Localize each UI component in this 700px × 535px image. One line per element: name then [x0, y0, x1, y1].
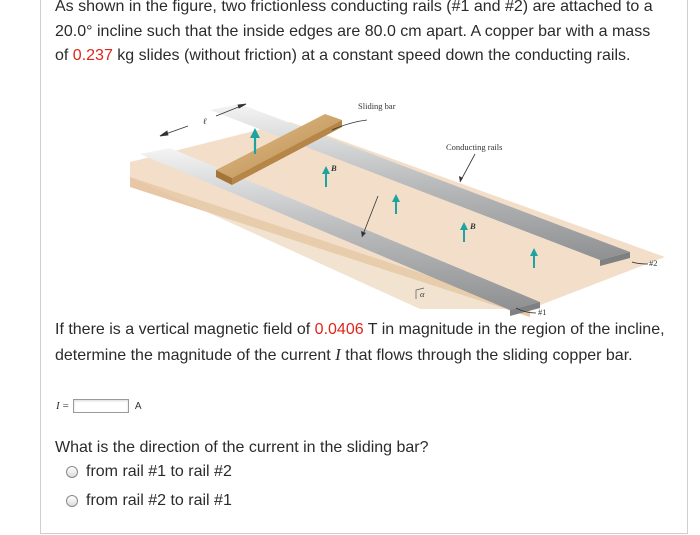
radio-button[interactable] — [66, 495, 78, 507]
length-label: ℓ — [203, 116, 207, 126]
current-symbol: I — [335, 344, 341, 364]
angle-label: α — [420, 289, 425, 299]
question-statement — [55, 318, 665, 368]
field-label-1: B — [331, 163, 337, 173]
question-text: If there is a vertical magnetic field of — [55, 321, 315, 338]
incline-figure — [120, 92, 670, 317]
problem-statement — [55, 0, 665, 69]
option-label: from rail #1 to rail #2 — [86, 463, 232, 480]
direction-option-2-to-1[interactable] — [66, 492, 232, 510]
answer-unit: A — [134, 400, 142, 412]
direction-question: What is the direction of the current in the sliding bar? — [55, 439, 429, 456]
option-label: from rail #2 to rail #1 — [86, 492, 232, 509]
answer-symbol: I — [56, 400, 60, 412]
rail-2-label: #2 — [649, 258, 658, 268]
rail-1-label: #1 — [538, 307, 547, 317]
field-label-2: B — [470, 221, 476, 231]
current-answer-input[interactable] — [73, 399, 129, 413]
conducting-rails-label: Conducting rails — [446, 142, 503, 152]
mass-value: 0.237 — [72, 47, 113, 64]
radio-button[interactable] — [66, 466, 78, 478]
question-text-mid: T in magnitude in the region of the incline, determine the magnitude of the current — [55, 321, 665, 364]
intro-text-end: kg slides (without friction) at a constant speed down the conducting rails. — [112, 47, 631, 64]
question-text-end: that flows through the sliding copper bar. — [340, 346, 633, 364]
field-value: 0.0406 — [314, 321, 364, 338]
sliding-bar-label: Sliding bar — [358, 101, 396, 111]
current-answer-row — [56, 396, 142, 416]
direction-option-1-to-2[interactable] — [66, 463, 232, 481]
answer-equals: = — [62, 400, 69, 412]
intro-text: As shown in the figure, two frictionless conducting rails (#1 and #2) are attached to a 20.0° incline such that the inside edges are 80.0 cm apart. A copper bar with a mass of — [55, 0, 653, 64]
